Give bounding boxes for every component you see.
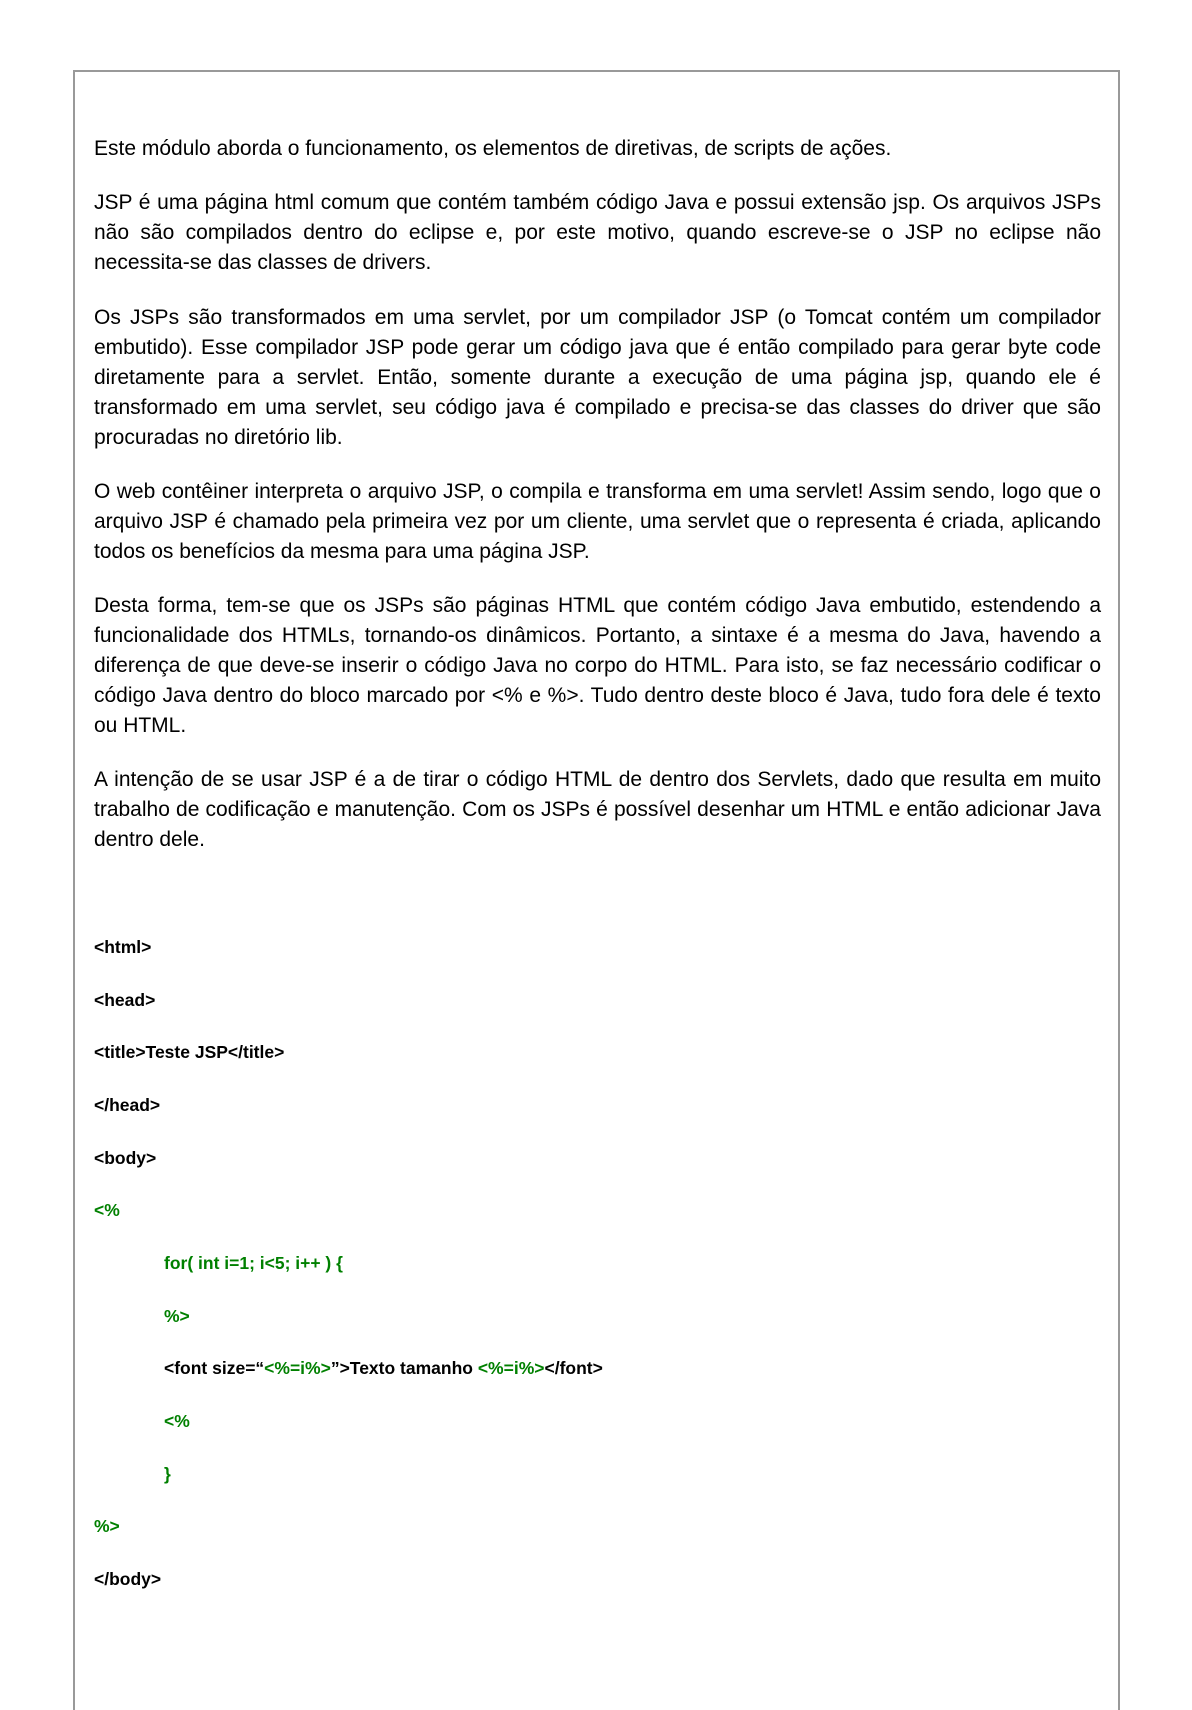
code-line: </body> bbox=[94, 1569, 162, 1589]
code-expression: <%=i%> bbox=[477, 1358, 545, 1378]
paragraph-syntax: Desta forma, tem-se que os JSPs são páginas HTML que contém código Java embutido, estendendo a funcionalidade dos HTMLs, tornando-os dinâmicos. Portanto, a sintaxe é a mesma do Java, havendo a diferença de que deve-se inserir o código Java no corpo do HTML. Para isto, se faz necessário codificar o código Java dentro do bloco marcado por <% e %>. Tudo dentro deste bloco é Java, tudo fora dele é texto ou HTML. bbox=[94, 594, 1101, 737]
code-expression: <%=i%> bbox=[264, 1358, 331, 1378]
paragraph-intro: Este módulo aborda o funcionamento, os elementos de diretivas, de scripts de ações. bbox=[94, 137, 892, 160]
code-line-java: for( int i=1; i<5; i++ ) { bbox=[164, 1253, 343, 1273]
code-line-font bbox=[164, 1358, 603, 1378]
paragraph-compilation: Os JSPs são transformados em uma servlet, por um compilador JSP (o Tomcat contém um compilador embutido). Esse compilador JSP pode gerar um código java que é então compilado para gerar byte code diretamente para a servlet. Então, somente durante a execução de uma página jsp, quando ele é transformado em uma servlet, seu código java é compilado e precisa-se das classes do driver que são procuradas no diretório lib. bbox=[94, 306, 1101, 449]
paragraph-web-container: O web contêiner interpreta o arquivo JSP, o compila e transforma em uma servlet! Assim sendo, logo que o arquivo JSP é chamado pela primeira vez por um cliente, uma servlet que o representa é criada, aplicando todos os benefícios da mesma para uma página JSP. bbox=[94, 480, 1101, 563]
code-text: ”>Texto tamanho bbox=[330, 1358, 478, 1378]
code-line: <head> bbox=[94, 990, 156, 1010]
code-line-java: } bbox=[164, 1464, 171, 1484]
code-line-java: %> bbox=[164, 1306, 190, 1326]
paragraph-jsp-definition: JSP é uma página html comum que contém também código Java e possui extensão jsp. Os arquivos JSPs não são compilados dentro do eclipse e, por este motivo, quando escreve-se o JSP no eclipse não necessita-se das classes de drivers. bbox=[94, 191, 1101, 274]
code-line: <html> bbox=[94, 937, 152, 957]
code-text: </font> bbox=[544, 1358, 603, 1378]
code-line-java: <% bbox=[164, 1411, 190, 1431]
code-line: <title>Teste JSP</title> bbox=[94, 1042, 285, 1062]
code-line: </head> bbox=[94, 1095, 161, 1115]
paragraph-intention: A intenção de se usar JSP é a de tirar o código HTML de dentro dos Servlets, dado que resulta em muito trabalho de codificação e manutenção. Com os JSPs é possível desenhar um HTML e então adicionar Java dentro dele. bbox=[94, 768, 1101, 851]
code-text: <font size=“ bbox=[164, 1358, 265, 1378]
code-line: <body> bbox=[94, 1148, 157, 1168]
code-line-java: <% bbox=[94, 1200, 120, 1220]
code-line-java: %> bbox=[94, 1516, 120, 1536]
